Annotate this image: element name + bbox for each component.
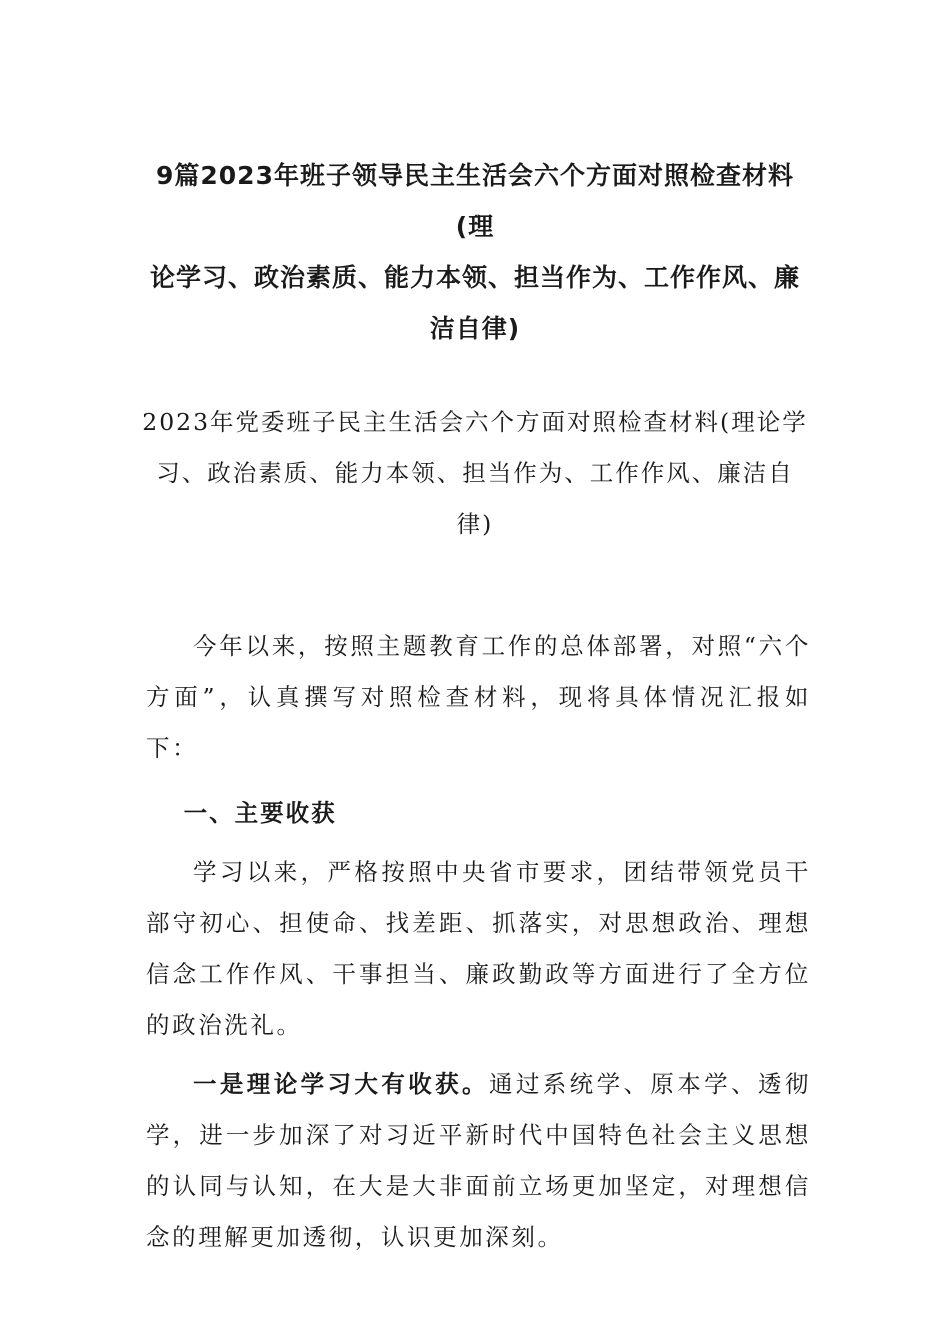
document-body xyxy=(146,621,811,1263)
document-title xyxy=(140,150,810,354)
point-lead: 一是理论学习大有收获。 xyxy=(193,1070,489,1098)
title-line: 论学习、政治素质、能力本领、担当作为、工作作风、廉 xyxy=(149,263,800,292)
document-subtitle xyxy=(140,397,810,550)
subtitle-line: 2023年党委班子民主生活会六个方面对照检查材料(理论学 xyxy=(142,408,808,436)
point-text: 通过系统学、原本学、透彻学，进一步加深了对习近平新时代中国特色社会主义思想的认同与认知，在大是大非面前立场更加坚定，对理想信念的理解更加透彻，认识更加深刻。 xyxy=(146,1070,811,1251)
subtitle-line: 律) xyxy=(456,510,494,538)
point-paragraph xyxy=(146,1059,811,1263)
subtitle-line: 习、政治素质、能力本领、担当作为、工作作风、廉洁自 xyxy=(156,459,794,487)
section-heading: 一、主要收获 xyxy=(183,799,337,827)
title-line: 洁自律) xyxy=(429,314,521,343)
section-paragraph: 学习以来，严格按照中央省市要求，团结带领党员干部守初心、担使命、找差距、抓落实，对思想政治、理想信念工作作风、干事担当、廉政勤政等方面进行了全方位的政治洗礼。 xyxy=(146,858,811,1039)
intro-paragraph: 今年以来，按照主题教育工作的总体部署，对照“六个方面”，认真撰写对照检查材料，现将具体情况汇报如下： xyxy=(146,632,811,762)
title-line: 9篇2023年班子领导民主生活会六个方面对照检查材料(理 xyxy=(156,161,794,241)
